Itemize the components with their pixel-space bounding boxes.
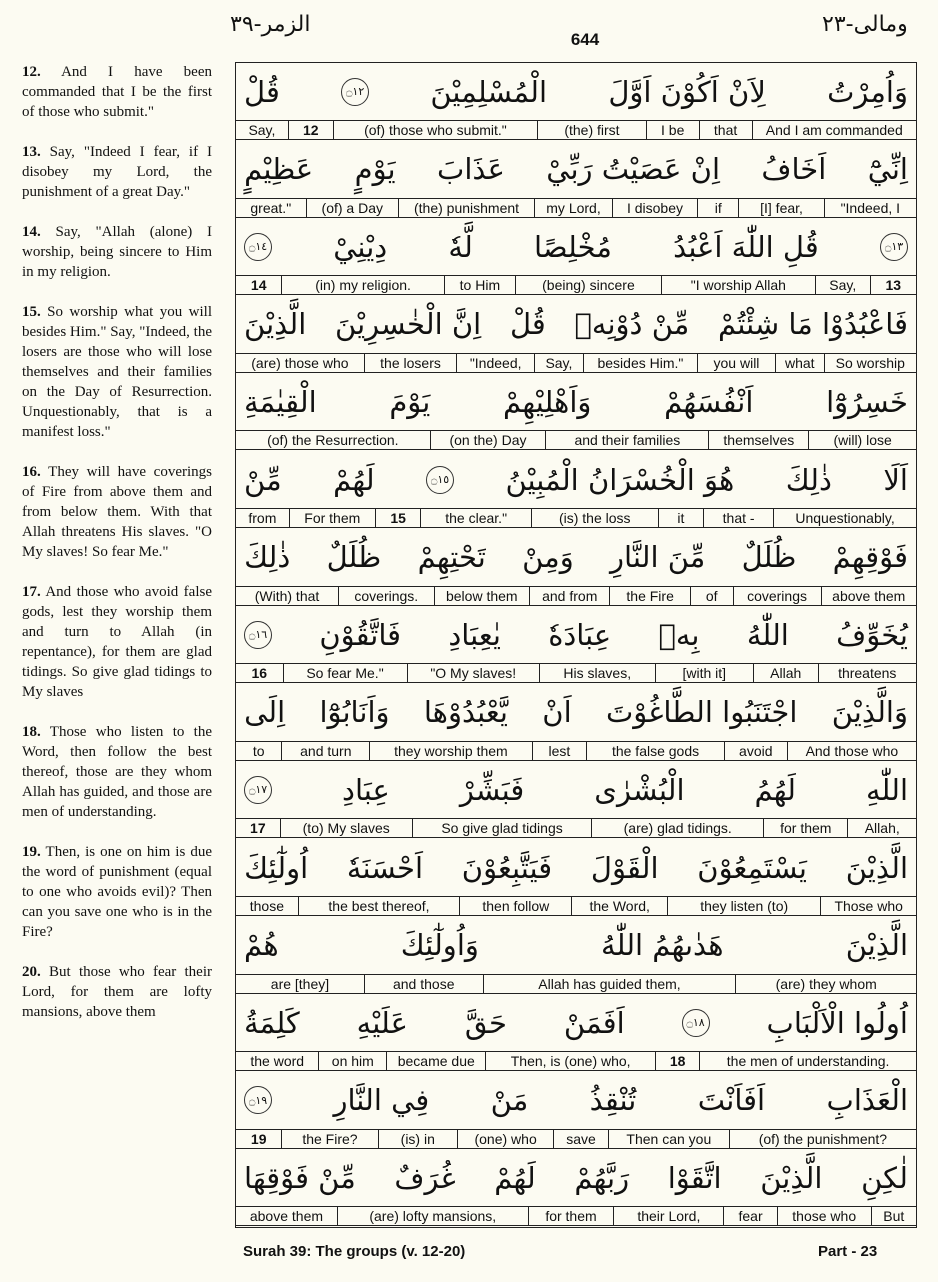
- word-meaning-cell: the Word,: [571, 897, 667, 915]
- ayah-end-marker: ۝١٩: [244, 1086, 272, 1114]
- word-meaning-cell: (of) those who submit.": [333, 121, 537, 139]
- arabic-word: فَاتَّقُوْنِ: [319, 617, 402, 652]
- word-meaning-cell: the best thereof,: [298, 897, 460, 915]
- arabic-word: لِاَنْ اَكُوْنَ اَوَّلَ: [608, 74, 766, 109]
- arabic-word: ذٰلِكَ: [244, 540, 291, 575]
- arabic-text-row: [236, 839, 916, 897]
- arabic-word: يُخَوِّفُ: [836, 617, 908, 652]
- arabic-word: اللّٰهُ: [746, 617, 789, 652]
- arabic-word: اَفَمَنْ: [563, 1005, 625, 1040]
- arabic-word: يَوْمٍ: [354, 152, 396, 187]
- arabic-text-row: [236, 373, 916, 431]
- arabic-word: يَوْمَ: [389, 384, 431, 419]
- word-meaning-cell: of: [690, 587, 733, 605]
- word-meaning-cell: below them: [434, 587, 530, 605]
- ayah-end-marker: ۝١٤: [244, 233, 272, 261]
- translation-column: [22, 62, 212, 1022]
- page-number: 644: [570, 30, 600, 49]
- arabic-word: فَوْقِهِمْ: [832, 540, 908, 575]
- word-meaning-cell: (will) lose: [808, 431, 916, 449]
- word-meaning-cell: coverings: [733, 587, 821, 605]
- word-meaning-row: [236, 354, 916, 373]
- arabic-word: رَبَّهُمْ: [574, 1160, 630, 1195]
- arabic-word: هُوَ الْخُسْرَانُ الْمُبِيْنُ: [505, 462, 735, 497]
- arabic-word: اِنِّيْٓ: [867, 152, 908, 187]
- arabic-word: وَاَهْلِيْهِمْ: [503, 384, 592, 419]
- word-meaning-cell: So worship: [824, 354, 916, 372]
- arabic-text-row: [236, 684, 916, 742]
- arabic-word: عَلَيْهِ: [356, 1005, 408, 1040]
- word-meaning-cell: and those: [364, 975, 483, 993]
- word-meaning-cell: to Him: [444, 276, 515, 294]
- word-meaning-cell: my Lord,: [534, 199, 612, 217]
- arabic-word: مِّنْ دُوْنِهٖ: [574, 307, 690, 342]
- word-meaning-cell: besides Him.": [583, 354, 697, 372]
- arabic-text-row: [236, 141, 916, 199]
- word-meaning-cell: you will: [697, 354, 775, 372]
- quran-line: [236, 761, 916, 838]
- verse-number: 15.: [22, 304, 41, 320]
- word-meaning-cell: the false gods: [586, 742, 724, 760]
- verse-text: Then, is one on him is due the word of punishment (equal to one who avoids evil)? Then can you save one who is in the Fire?: [22, 844, 213, 940]
- word-meaning-cell: So give glad tidings: [412, 819, 592, 837]
- arabic-word: الْقِيٰمَةِ: [244, 384, 317, 419]
- word-meaning-cell: became due: [386, 1052, 485, 1070]
- header-juz-name: ومالی-۲۳: [822, 12, 908, 37]
- ayah-end-marker: ۝١٢: [341, 78, 369, 106]
- word-meaning-cell: Then can you: [608, 1130, 729, 1148]
- arabic-word: الَّذِيْنَ: [845, 850, 908, 885]
- ayah-end-marker: ۝١٥: [426, 466, 454, 494]
- word-meaning-cell: that: [699, 121, 752, 139]
- word-meaning-cell: (is) in: [378, 1130, 458, 1148]
- verse-number-cell: 15: [375, 509, 421, 527]
- arabic-text-row: [236, 917, 916, 975]
- word-meaning-cell: avoid: [724, 742, 787, 760]
- translation-verse: [22, 962, 212, 1022]
- verse-text: They will have coverings of Fire from above them and from below them. With that Allah threatens His slaves. "O My slaves! So fear Me.": [22, 464, 212, 560]
- arabic-word: مِّنْ فَوْقِهَا: [244, 1160, 356, 1195]
- arabic-word: لٰكِنِ: [861, 1160, 908, 1195]
- verse-number: 17.: [22, 584, 41, 600]
- word-meaning-cell: (the) punishment: [398, 199, 534, 217]
- verse-text: And those who avoid false gods, lest they worship them and turn to Allah (in repentance), for them are glad tidings. So give glad tidings to My slaves: [22, 584, 212, 700]
- ayah-end-marker: ۝١٧: [244, 776, 272, 804]
- arabic-word: اُولٰٓئِكَ: [244, 850, 309, 885]
- arabic-word: لَهُمْ: [333, 462, 375, 497]
- arabic-word: حَقَّ: [464, 1005, 507, 1040]
- arabic-word: فِي النَّارِ: [333, 1083, 430, 1118]
- verse-text: But those who fear their Lord, for them are lofty mansions, above them: [22, 964, 213, 1020]
- verse-number-cell: 13: [870, 276, 916, 294]
- arabic-word: ذٰلِكَ: [785, 462, 832, 497]
- quran-line: [236, 839, 916, 916]
- word-meaning-row: [236, 742, 916, 761]
- arabic-word: اَنْ: [542, 695, 572, 730]
- word-meaning-cell: "O My slaves!: [407, 664, 540, 682]
- word-meaning-cell: are [they]: [270, 975, 330, 992]
- word-meaning-cell: above them: [821, 587, 917, 605]
- word-meaning-row: [236, 1130, 916, 1149]
- word-meaning-cell: that -: [703, 509, 773, 527]
- word-meaning-cell: Allah: [753, 664, 818, 682]
- arabic-word: قُلِ اللّٰهَ اَعْبُدُ: [673, 229, 819, 264]
- word-meaning-row: [236, 897, 916, 916]
- quran-line: [236, 218, 916, 295]
- word-meaning-cell: and turn: [281, 742, 369, 760]
- word-meaning-cell: Say,: [534, 354, 583, 372]
- word-meaning-cell: those: [249, 898, 284, 914]
- translation-verse: [22, 462, 212, 562]
- arabic-word: وَاَنَابُوْٓا: [319, 695, 390, 730]
- word-meaning-cell: coverings.: [338, 587, 434, 605]
- translation-verse: [22, 62, 212, 122]
- word-meaning-cell: [I] fear,: [738, 199, 823, 217]
- quran-line: [236, 917, 916, 994]
- word-meaning-cell: "I worship Allah: [661, 276, 815, 294]
- word-meaning-cell: Say,: [248, 122, 276, 138]
- arabic-text-row: [236, 761, 916, 819]
- quran-line: [236, 1149, 916, 1226]
- word-meaning-row: [236, 819, 916, 838]
- footer-part: Part - 23: [818, 1243, 878, 1260]
- arabic-word: اِنَّ الْخٰسِرِيْنَ: [335, 307, 482, 342]
- word-meaning-cell: to: [252, 742, 265, 759]
- ayah-end-marker: ۝١٣: [880, 233, 908, 261]
- arabic-word: اجْتَنَبُوا الطَّاغُوْتَ: [605, 695, 798, 730]
- word-meaning-row: [236, 509, 916, 528]
- word-meaning-cell: I be: [646, 121, 699, 139]
- word-meaning-cell: His slaves,: [539, 664, 655, 682]
- verse-number: 12.: [22, 64, 41, 80]
- arabic-word: الَّذِيْنَ: [845, 928, 908, 963]
- word-meaning-cell: And those who: [787, 742, 916, 760]
- arabic-word: اللّٰهِ: [865, 772, 908, 807]
- word-meaning-cell: [with it]: [655, 664, 754, 682]
- translation-verse: [22, 582, 212, 702]
- arabic-word: هُمْ: [244, 928, 279, 963]
- verse-number-cell: 18: [655, 1052, 699, 1070]
- arabic-word: عِبَادِ: [342, 772, 390, 807]
- arabic-word: اَخَافُ: [761, 152, 827, 187]
- word-meaning-cell: the Fire?: [281, 1130, 377, 1148]
- word-meaning-row: [236, 975, 916, 994]
- arabic-text-row: [236, 606, 916, 664]
- word-meaning-cell: (are) they whom: [735, 975, 916, 993]
- arabic-word: دِيْنِيْ: [333, 229, 388, 264]
- arabic-word: عَظِيْمٍ: [244, 152, 314, 187]
- verse-text: So worship what you will besides Him." Say, "Indeed, the losers are those who will lose themselves and their families on the Day of Resurrection. Unquestionably, that is a manifest loss.": [22, 304, 213, 440]
- word-meaning-cell: (one) who: [457, 1130, 553, 1148]
- arabic-word: لَهُمْ: [494, 1160, 536, 1195]
- word-meaning-cell: Allah,: [847, 819, 916, 837]
- arabic-word: اَفَاَنْتَ: [697, 1083, 766, 1118]
- word-meaning-cell: (being) sincere: [515, 276, 661, 294]
- word-meaning-row: [236, 121, 916, 140]
- verse-text: Say, "Indeed I fear, if I disobey my Lord, the punishment of a great Day.": [22, 144, 212, 200]
- word-meaning-row: [236, 587, 916, 606]
- word-meaning-cell: above them: [249, 1208, 324, 1225]
- verse-number: 16.: [22, 464, 41, 480]
- arabic-word: وَاُمِرْتُ: [827, 74, 908, 109]
- arabic-text-row: [236, 529, 916, 587]
- word-meaning-cell: what: [775, 354, 824, 372]
- verse-text: Those who listen to the Word, then follow the best thereof, those are they whom Allah has guided, and those are men of understanding.: [22, 724, 213, 820]
- word-by-word-grid: [235, 62, 917, 1228]
- word-meaning-cell: fear: [723, 1207, 776, 1225]
- arabic-word: لَهُمُ: [754, 772, 796, 807]
- arabic-text-row: [236, 451, 916, 509]
- word-meaning-cell: great.": [250, 199, 292, 216]
- arabic-word: وَمِنْ: [522, 540, 574, 575]
- word-meaning-row: [236, 1052, 916, 1071]
- word-meaning-cell: (are) those who: [251, 354, 349, 371]
- verse-number-cell: 19: [250, 1130, 267, 1147]
- word-meaning-row: [236, 276, 916, 295]
- ayah-end-marker: ۝١٨: [682, 1009, 710, 1037]
- word-meaning-cell: (on the) Day: [430, 431, 546, 449]
- arabic-word: كَلِمَةُ: [244, 1005, 300, 1040]
- word-meaning-cell: Unquestionably,: [773, 509, 916, 527]
- arabic-word: يَسْتَمِعُوْنَ: [697, 850, 807, 885]
- word-meaning-cell: the men of understanding.: [699, 1052, 916, 1070]
- word-meaning-cell: For them: [289, 509, 375, 527]
- quran-line: [236, 451, 916, 528]
- word-meaning-cell: and from: [529, 587, 609, 605]
- ayah-end-marker: ۝١٦: [244, 621, 272, 649]
- word-meaning-cell: the losers: [364, 354, 456, 372]
- quran-line: [236, 296, 916, 373]
- word-meaning-cell: Say,: [815, 276, 870, 294]
- word-meaning-cell: for them: [763, 819, 847, 837]
- quran-line: [236, 606, 916, 683]
- quran-line: [236, 1072, 916, 1149]
- quran-line: [236, 373, 916, 450]
- arabic-word: عِبَادَهٗ: [548, 617, 612, 652]
- translation-verse: [22, 302, 212, 442]
- quran-line: [236, 141, 916, 218]
- word-meaning-cell: But: [871, 1207, 916, 1225]
- word-meaning-cell: Then, is (one) who,: [485, 1052, 655, 1070]
- word-meaning-cell: (is) the loss: [531, 509, 658, 527]
- word-meaning-cell: (of) the punishment?: [729, 1130, 916, 1148]
- arabic-word: خَسِرُوْٓا: [826, 384, 908, 419]
- word-meaning-cell: And I am commanded: [752, 121, 917, 139]
- arabic-word: اَحْسَنَهٗ: [346, 850, 424, 885]
- arabic-text-row: [236, 994, 916, 1052]
- arabic-text-row: [236, 218, 916, 276]
- arabic-word: يٰعِبَادِ: [448, 617, 501, 652]
- arabic-text-row: [236, 296, 916, 354]
- translation-verse: [22, 142, 212, 202]
- verse-number-cell: 12: [288, 121, 333, 139]
- word-meaning-cell: lest: [532, 742, 587, 760]
- word-meaning-cell: "Indeed,: [456, 354, 534, 372]
- arabic-word: الَّذِيْنَ: [244, 307, 307, 342]
- quran-line: [236, 684, 916, 761]
- arabic-word: الْمُسْلِمِيْنَ: [430, 74, 548, 109]
- verse-number: 14.: [22, 224, 41, 240]
- word-meaning-cell: for them: [528, 1207, 614, 1225]
- arabic-word: اُولُوا الْاَلْبَابِ: [766, 1005, 908, 1040]
- word-meaning-cell: the word: [250, 1053, 305, 1070]
- word-meaning-cell: the clear.": [420, 509, 530, 527]
- arabic-word: هَدٰىهُمُ اللّٰهُ: [601, 928, 724, 963]
- verse-number-cell: 16: [251, 665, 268, 682]
- verse-text: And I have been commanded that I be the first of those who submit.": [22, 64, 212, 120]
- arabic-word: الْبُشْرٰى: [594, 772, 685, 807]
- quran-line: [236, 63, 916, 140]
- translation-verse: [22, 222, 212, 282]
- arabic-word: اِنْ عَصَيْتُ رَبِّيْ: [546, 152, 721, 187]
- arabic-word: مَنْ: [490, 1083, 529, 1118]
- verse-number: 19.: [22, 844, 41, 860]
- word-meaning-cell: I disobey: [612, 199, 697, 217]
- arabic-word: اتَّقَوْا: [667, 1160, 722, 1195]
- word-meaning-row: [236, 1207, 916, 1226]
- word-meaning-cell: from: [248, 510, 277, 526]
- arabic-word: قُلْ: [509, 307, 546, 342]
- arabic-word: وَاُولٰٓئِكَ: [400, 928, 479, 963]
- word-meaning-cell: they listen (to): [667, 897, 820, 915]
- translation-verse: [22, 722, 212, 822]
- arabic-text-row: [236, 1149, 916, 1207]
- arabic-word: عَذَابَ: [437, 152, 505, 187]
- verse-number: 18.: [22, 724, 41, 740]
- word-meaning-cell: the Fire: [609, 587, 689, 605]
- word-meaning-cell: Those who: [820, 897, 916, 915]
- verse-number: 13.: [22, 144, 41, 160]
- word-meaning-cell: "Indeed, I: [824, 199, 916, 217]
- arabic-word: لَّهٗ: [448, 229, 473, 264]
- word-meaning-cell: (are) glad tidings.: [591, 819, 763, 837]
- word-meaning-cell: themselves: [708, 431, 808, 449]
- arabic-word: ظُلَلٌ: [741, 540, 797, 575]
- arabic-word: يَّعْبُدُوْهَا: [423, 695, 508, 730]
- word-meaning-row: [236, 664, 916, 683]
- arabic-text-row: [236, 1072, 916, 1130]
- verse-number-cell: 17: [250, 820, 266, 837]
- arabic-word: ظُلَلٌ: [326, 540, 382, 575]
- arabic-word: غُرَفٌ: [394, 1160, 456, 1195]
- word-meaning-cell: (are) lofty mansions,: [337, 1207, 528, 1225]
- arabic-word: الْقَوْلَ: [590, 850, 659, 885]
- quran-line: [236, 529, 916, 606]
- arabic-word: اِلَى: [244, 695, 286, 730]
- arabic-word: بِهٖ: [658, 617, 700, 652]
- arabic-word: مُخْلِصًا: [534, 229, 612, 264]
- arabic-word: اَنْفُسَهُمْ: [664, 384, 754, 419]
- arabic-word: مِّنْ: [244, 462, 282, 497]
- arabic-word: مِّنَ النَّارِ: [610, 540, 706, 575]
- arabic-word: الَّذِيْنَ: [760, 1160, 823, 1195]
- word-meaning-cell: (of) a Day: [306, 199, 398, 217]
- word-meaning-cell: and their families: [545, 431, 708, 449]
- arabic-word: اَلَا: [883, 462, 908, 497]
- arabic-text-row: [236, 63, 916, 121]
- verse-number: 20.: [22, 964, 41, 980]
- arabic-word: فَبَشِّرْ: [459, 772, 525, 807]
- word-meaning-cell: if: [697, 199, 738, 217]
- arabic-word: قُلْ: [244, 74, 280, 109]
- word-meaning-cell: So fear Me.": [283, 664, 407, 682]
- word-meaning-cell: (the) first: [537, 121, 646, 139]
- word-meaning-cell: (to) My slaves: [280, 819, 412, 837]
- arabic-word: تَحْتِهِمْ: [417, 540, 486, 575]
- arabic-word: وَالَّذِيْنَ: [831, 695, 908, 730]
- arabic-word: فَاعْبُدُوْا مَا شِئْتُمْ: [718, 307, 908, 342]
- quran-line: [236, 994, 916, 1071]
- verse-text: Say, "Allah (alone) I worship, being sincere to Him in my religion.: [22, 224, 212, 280]
- word-meaning-cell: on him: [318, 1052, 386, 1070]
- header-surah-name: الزمر-۳۹: [230, 12, 311, 37]
- word-meaning-cell: they worship them: [369, 742, 531, 760]
- word-meaning-cell: those who: [777, 1207, 871, 1225]
- verse-number-cell: 14: [250, 277, 267, 294]
- word-meaning-cell: Allah has guided them,: [483, 975, 736, 993]
- word-meaning-cell: threatens: [818, 664, 917, 682]
- word-meaning-cell: then follow: [459, 897, 571, 915]
- word-meaning-row: [236, 199, 916, 218]
- word-meaning-row: [236, 431, 916, 450]
- word-meaning-cell: (of) the Resurrection.: [267, 432, 399, 449]
- arabic-word: الْعَذَابِ: [826, 1083, 908, 1118]
- footer-surah-title: Surah 39: The groups (v. 12-20): [243, 1243, 466, 1260]
- arabic-word: فَيَتَّبِعُوْنَ: [461, 850, 553, 885]
- translation-verse: [22, 842, 212, 942]
- arabic-word: تُنْقِذُ: [589, 1083, 637, 1118]
- word-meaning-cell: it: [658, 509, 704, 527]
- word-meaning-cell: (With) that: [254, 587, 320, 604]
- word-meaning-cell: their Lord,: [613, 1207, 723, 1225]
- word-meaning-cell: (in) my religion.: [281, 276, 443, 294]
- word-meaning-cell: save: [553, 1130, 608, 1148]
